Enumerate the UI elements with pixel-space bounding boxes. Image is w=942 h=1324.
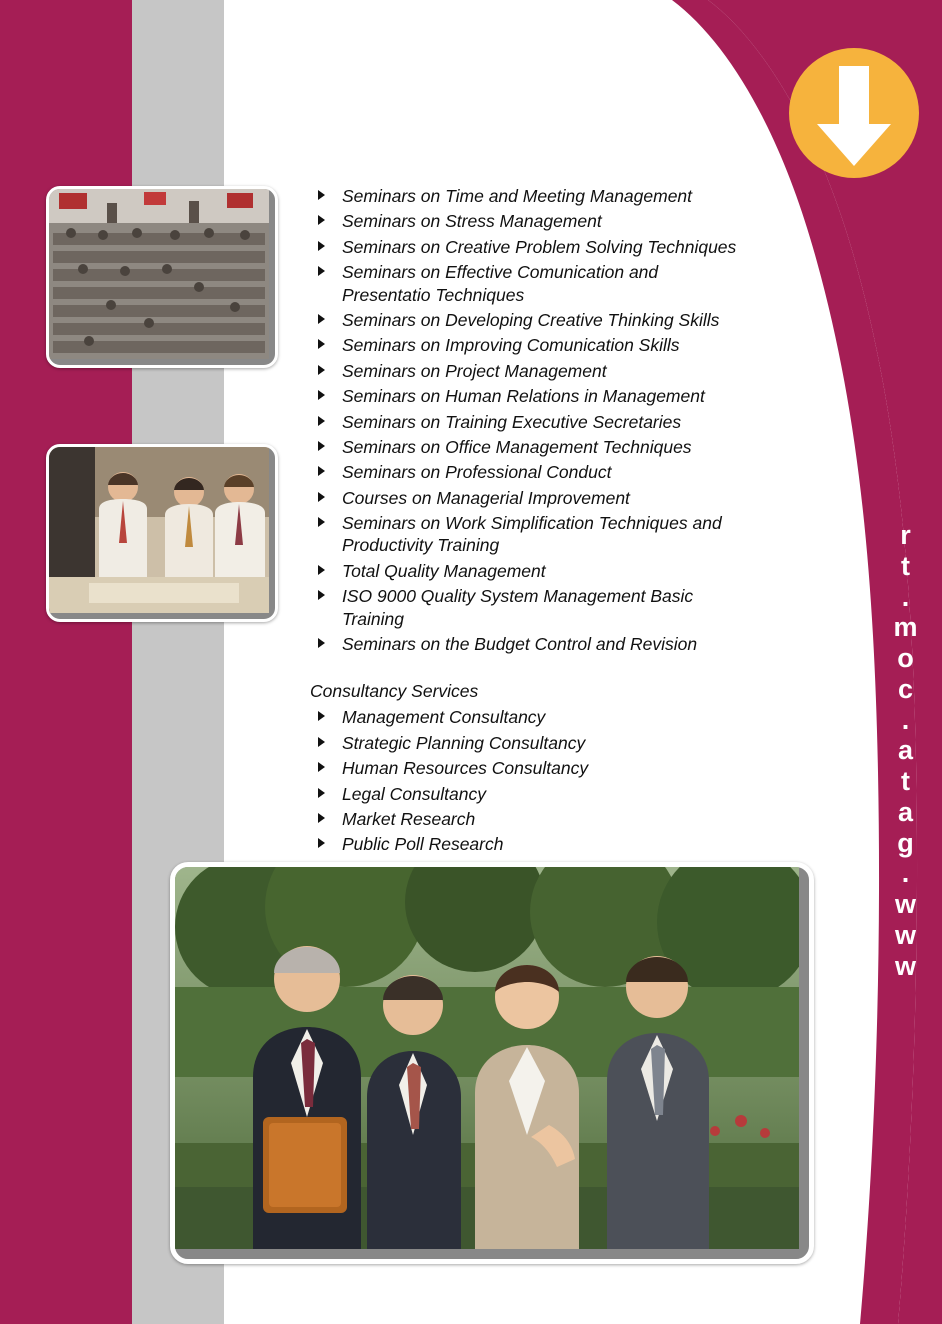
list-item [308, 783, 748, 805]
bullet-triangle-icon [318, 788, 325, 798]
bullet-triangle-icon [318, 365, 325, 375]
url-char: . [901, 704, 911, 735]
list-item-label: ISO 9000 Quality System Management Basic Training [342, 586, 694, 629]
url-char: w [894, 950, 917, 981]
list-item-label: Seminars on Professional Conduct [342, 462, 612, 483]
list-item-label: Seminars on Project Management [342, 360, 607, 381]
url-char: g [897, 827, 915, 858]
url-char: t [901, 550, 911, 581]
list-item [308, 706, 748, 728]
list-item [308, 436, 748, 458]
list-item [308, 236, 748, 258]
bullet-triangle-icon [318, 711, 325, 721]
bullet-triangle-icon [318, 638, 325, 648]
list-item-label: Seminars on Effective Comunication and Presentatio Techniques [342, 262, 659, 305]
list-item-label: Seminars on Human Relations in Management [342, 386, 705, 407]
bullet-triangle-icon [318, 565, 325, 575]
url-char: r [900, 520, 912, 550]
list-item-label: Seminars on Improving Comunication Skills [342, 335, 680, 356]
bullet-triangle-icon [318, 590, 325, 600]
bullet-triangle-icon [318, 314, 325, 324]
list-item [308, 585, 748, 630]
list-item-label: Seminars on Stress Management [342, 211, 602, 232]
list-item [308, 633, 748, 655]
list-item [308, 512, 748, 557]
list-item [308, 487, 748, 509]
bullet-triangle-icon [318, 416, 325, 426]
list-item [308, 833, 748, 855]
url-char: w [894, 919, 917, 950]
list-item-label: Courses on Managerial Improvement [342, 487, 630, 508]
url-char: m [893, 612, 919, 643]
list-item [308, 461, 748, 483]
list-item-label: Public Poll Research [342, 834, 504, 855]
list-item [308, 411, 748, 433]
bullet-triangle-icon [318, 441, 325, 451]
url-char: c [897, 673, 915, 704]
seminars-list [308, 185, 748, 655]
list-item [308, 360, 748, 382]
services-content [308, 185, 748, 859]
website-url-vertical [876, 520, 936, 1280]
list-item [308, 732, 748, 754]
bullet-triangle-icon [318, 266, 325, 276]
bullet-triangle-icon [318, 813, 325, 823]
business-group-outdoors-photo [170, 862, 814, 1264]
url-char: w [894, 889, 917, 920]
list-item [308, 334, 748, 356]
list-item-label: Management Consultancy [342, 707, 546, 728]
list-item-label: Seminars on Training Executive Secretaries [342, 411, 682, 432]
conference-hall-photo [46, 186, 278, 368]
list-item [308, 808, 748, 830]
list-item [308, 560, 748, 582]
bullet-triangle-icon [318, 466, 325, 476]
bullet-triangle-icon [318, 517, 325, 527]
list-item [308, 757, 748, 779]
bullet-triangle-icon [318, 737, 325, 747]
list-item [308, 185, 748, 207]
list-item-label: Seminars on Creative Problem Solving Techniques [342, 236, 737, 257]
bullet-triangle-icon [318, 390, 325, 400]
bullet-triangle-icon [318, 762, 325, 772]
url-char: a [897, 735, 915, 766]
url-char: . [901, 581, 911, 612]
bullet-triangle-icon [318, 838, 325, 848]
bullet-triangle-icon [318, 492, 325, 502]
consultancy-services-heading: Consultancy Services [310, 681, 479, 702]
list-item [308, 385, 748, 407]
list-item-label: Human Resources Consultancy [342, 758, 589, 779]
bullet-triangle-icon [318, 190, 325, 200]
list-item-label: Market Research [342, 808, 476, 829]
bullet-triangle-icon [318, 241, 325, 251]
list-item-label: Seminars on Time and Meeting Management [342, 186, 693, 206]
list-item-label: Total Quality Management [342, 560, 546, 581]
url-char: a [897, 796, 915, 827]
list-item-label: Seminars on Office Management Techniques [342, 436, 692, 457]
url-char: . [901, 858, 911, 889]
list-item [308, 210, 748, 232]
list-item-label: Seminars on the Budget Control and Revision [342, 634, 698, 655]
team-meeting-photo [46, 444, 278, 622]
url-char: o [897, 643, 915, 674]
url-char: t [901, 766, 911, 797]
bullet-triangle-icon [318, 215, 325, 225]
list-item-label: Strategic Planning Consultancy [342, 732, 586, 753]
list-item-label: Seminars on Work Simplification Techniques and Productivity Training [342, 513, 722, 556]
list-item-label: Seminars on Developing Creative Thinking Skills [342, 309, 720, 330]
list-item-label: Legal Consultancy [342, 783, 486, 804]
list-item [308, 309, 748, 331]
bullet-triangle-icon [318, 339, 325, 349]
download-arrow-icon [789, 48, 919, 178]
consultancy-list [308, 706, 748, 855]
list-item [308, 261, 748, 306]
